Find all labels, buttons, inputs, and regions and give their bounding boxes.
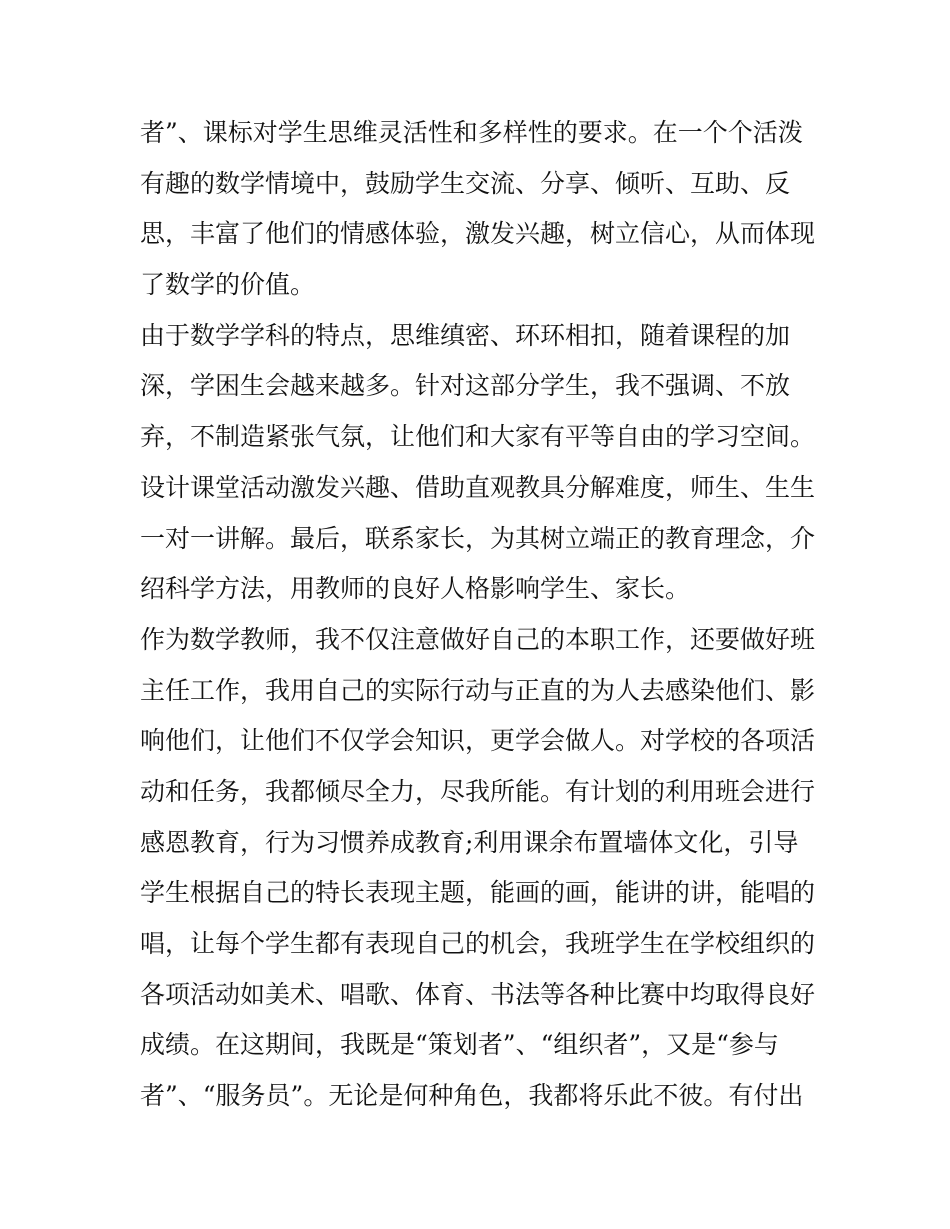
text-line: 一对一讲解。最后，联系家长，为其树立端正的教育理念，介 (140, 523, 816, 553)
text-line: 感恩教育，行为习惯养成教育;利用课余布置墙体文化，引导 (140, 827, 799, 857)
text-line: 成绩。在这期间，我既是“策划者”、“组织者”，又是“参与 (140, 1030, 779, 1060)
text-line: 主任工作，我用自己的实际行动与正直的为人去感染他们、影 (140, 675, 816, 705)
text-line: 学生根据自己的特长表现主题，能画的画，能讲的讲，能唱的 (140, 878, 816, 908)
text-line: 绍科学方法，用教师的良好人格影响学生、家长。 (140, 574, 691, 604)
text-line: 响他们，让他们不仅学会知识，更学会做人。对学校的各项活 (140, 726, 816, 756)
text-line: 有趣的数学情境中，鼓励学生交流、分享、倾听、互助、反 (140, 168, 791, 198)
text-line: 唱，让每个学生都有表现自己的机会，我班学生在学校组织的 (140, 929, 816, 958)
text-line: 者”、“服务员”。无论是何种角色，我都将乐此不彼。有付出 (140, 1081, 804, 1111)
text-line: 动和任务，我都倾尽全力，尽我所能。有计划的利用班会进行 (140, 776, 816, 806)
text-line: 深，学困生会越来越多。针对这部分学生，我不强调、不放 (140, 371, 791, 401)
text-line: 弃，不制造紧张气氛，让他们和大家有平等自由的学习空间。 (140, 422, 816, 452)
text-line: 思，丰富了他们的情感体验，激发兴趣，树立信心，从而体现 (140, 219, 816, 249)
text-line: 者”、课标对学生思维灵活性和多样性的要求。在一个个活泼 (140, 118, 803, 147)
text-line: 作为数学教师，我不仅注意做好自己的本职工作，还要做好班 (140, 624, 816, 654)
document-body (140, 108, 820, 1122)
text-line: 了数学的价值。 (140, 270, 316, 300)
text-line: 设计课堂活动激发兴趣、借助直观教具分解难度，师生、生生 (140, 472, 816, 502)
text-line: 由于数学学科的特点，思维缜密、环环相扣，随着课程的加 (140, 320, 791, 350)
text-line: 各项活动如美术、唱歌、体育、书法等各种比赛中均取得良好 (140, 979, 816, 1009)
